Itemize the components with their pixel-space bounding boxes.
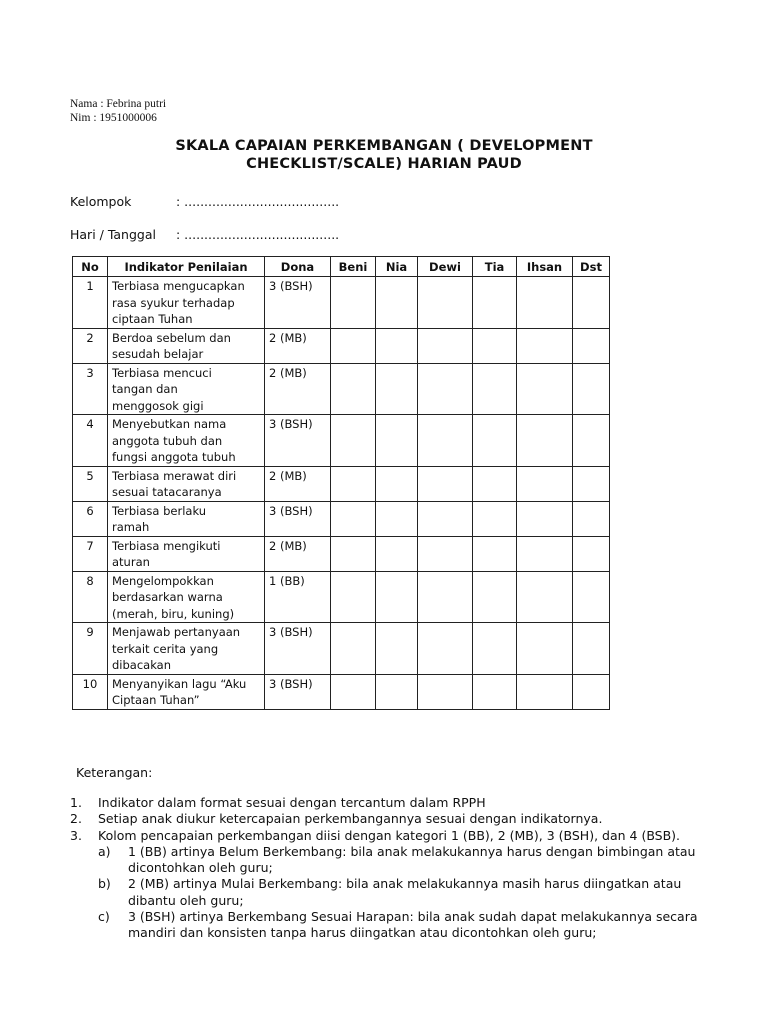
- row-tia-cell[interactable]: [473, 328, 517, 363]
- row-nia-cell[interactable]: [376, 571, 418, 623]
- hari-tanggal-field: [70, 227, 339, 242]
- header-ihsan: Ihsan: [517, 257, 573, 277]
- indikator-line: (merah, biru, kuning): [112, 606, 235, 621]
- row-beni-cell[interactable]: [331, 571, 376, 623]
- table-header-row: [73, 257, 610, 277]
- row-dewi-cell[interactable]: [418, 363, 473, 415]
- row-dst-cell[interactable]: [573, 501, 610, 536]
- sub-list-item: [98, 844, 710, 877]
- row-dewi-cell[interactable]: [418, 571, 473, 623]
- indikator-line: dibacakan: [112, 658, 172, 672]
- row-indikator: [108, 571, 265, 623]
- table-row: [73, 328, 610, 363]
- table-row: [73, 501, 610, 536]
- row-ihsan-cell[interactable]: [517, 415, 573, 467]
- row-dst-cell[interactable]: [573, 328, 610, 363]
- indikator-line: Terbiasa berlaku: [112, 503, 207, 518]
- header-tia: Tia: [473, 257, 517, 277]
- row-beni-cell[interactable]: [331, 466, 376, 501]
- list-item: [70, 795, 710, 811]
- checklist-table: [72, 256, 610, 710]
- header-dst: Dst: [573, 257, 610, 277]
- sub-list-text: 3 (BSH) artinya Berkembang Sesuai Harapan: bila anak sudah dapat melakukannya secara mandiri dan konsisten tanpa harus diingatkan atau dicontohkan oleh guru;: [128, 909, 698, 941]
- student-name: Nama : Febrina putri: [70, 98, 167, 110]
- row-tia-cell[interactable]: [473, 674, 517, 709]
- row-dewi-cell[interactable]: [418, 536, 473, 571]
- row-ihsan-cell[interactable]: [517, 674, 573, 709]
- indikator-line: ciptaan Tuhan: [112, 312, 193, 326]
- row-tia-cell[interactable]: [473, 571, 517, 623]
- row-indikator: [108, 623, 265, 675]
- row-dst-cell[interactable]: [573, 623, 610, 675]
- row-dst-cell[interactable]: [573, 466, 610, 501]
- row-beni-cell[interactable]: [331, 328, 376, 363]
- sub-list-label: a): [98, 843, 111, 859]
- indikator-line: terkait cerita yang: [112, 641, 219, 656]
- row-ihsan-cell[interactable]: [517, 623, 573, 675]
- row-indikator: [108, 277, 265, 329]
- row-tia-cell[interactable]: [473, 501, 517, 536]
- row-dewi-cell[interactable]: [418, 674, 473, 709]
- student-info: [70, 97, 166, 125]
- list-item-number: 3.: [70, 827, 82, 843]
- list-item: [70, 828, 710, 942]
- indikator-line: Ciptaan Tuhan”: [112, 693, 200, 707]
- sub-list-label: c): [98, 909, 110, 925]
- row-dewi-cell[interactable]: [418, 277, 473, 329]
- keterangan-title: Keterangan:: [76, 765, 153, 780]
- indikator-line: Terbiasa merawat diri: [112, 468, 237, 483]
- row-ihsan-cell[interactable]: [517, 466, 573, 501]
- header-dona: Dona: [265, 257, 331, 277]
- row-dona-score: 2 (MB): [265, 466, 331, 501]
- student-nim: Nim : 1951000006: [70, 112, 157, 124]
- table-row: [73, 571, 610, 623]
- sub-list-item: [98, 876, 710, 909]
- row-dewi-cell[interactable]: [418, 415, 473, 467]
- row-nia-cell[interactable]: [376, 415, 418, 467]
- document-title: [0, 137, 768, 173]
- keterangan-list: [70, 795, 710, 942]
- row-indikator: [108, 501, 265, 536]
- row-indikator: [108, 466, 265, 501]
- row-tia-cell[interactable]: [473, 363, 517, 415]
- indikator-line: Menyebutkan nama: [112, 417, 227, 431]
- header-indikator: Indikator Penilaian: [108, 257, 265, 277]
- sub-list-label: b): [98, 876, 111, 892]
- row-no: 8: [73, 571, 108, 623]
- indikator-line: sesudah belajar: [112, 347, 204, 361]
- table-row: [73, 277, 610, 329]
- sub-list-text: 2 (MB) artinya Mulai Berkembang: bila anak melakukannya masih harus diingatkan atau dibantu oleh guru;: [128, 876, 682, 908]
- row-dst-cell[interactable]: [573, 571, 610, 623]
- row-beni-cell[interactable]: [331, 501, 376, 536]
- row-dst-cell[interactable]: [573, 536, 610, 571]
- row-ihsan-cell[interactable]: [517, 501, 573, 536]
- row-nia-cell[interactable]: [376, 536, 418, 571]
- row-no: 7: [73, 536, 108, 571]
- row-dona-score: 3 (BSH): [265, 415, 331, 467]
- indikator-line: Menjawab pertanyaan: [112, 625, 241, 639]
- indikator-line: aturan: [112, 555, 150, 569]
- row-dewi-cell[interactable]: [418, 328, 473, 363]
- row-indikator: [108, 674, 265, 709]
- row-beni-cell[interactable]: [331, 277, 376, 329]
- list-item-text: Kolom pencapaian perkembangan diisi dengan kategori 1 (BB), 2 (MB), 3 (BSH), dan 4 (BSB).: [98, 827, 681, 843]
- row-dst-cell[interactable]: [573, 363, 610, 415]
- row-no: 2: [73, 328, 108, 363]
- row-beni-cell[interactable]: [331, 363, 376, 415]
- row-nia-cell[interactable]: [376, 277, 418, 329]
- indikator-line: fungsi anggota tubuh: [112, 450, 236, 464]
- row-beni-cell[interactable]: [331, 674, 376, 709]
- title-line-2: CHECKLIST/SCALE) HARIAN PAUD: [246, 156, 522, 172]
- row-tia-cell[interactable]: [473, 623, 517, 675]
- indikator-line: Terbiasa mencuci: [112, 365, 212, 380]
- indikator-line: menggosok gigi: [112, 398, 204, 413]
- row-no: 4: [73, 415, 108, 467]
- list-item-text: Setiap anak diukur ketercapaian perkembangannya sesuai dengan indikatornya.: [98, 811, 603, 827]
- row-nia-cell[interactable]: [376, 466, 418, 501]
- header-nia: Nia: [376, 257, 418, 277]
- row-dewi-cell[interactable]: [418, 466, 473, 501]
- row-ihsan-cell[interactable]: [517, 328, 573, 363]
- row-dewi-cell[interactable]: [418, 623, 473, 675]
- row-tia-cell[interactable]: [473, 466, 517, 501]
- kelompok-field: [70, 194, 339, 209]
- sub-list-text: 1 (BB) artinya Belum Berkembang: bila anak melakukannya harus dengan bimbingan atau dicontohkan oleh guru;: [128, 843, 696, 876]
- row-dst-cell[interactable]: [573, 674, 610, 709]
- row-indikator: [108, 328, 265, 363]
- table-row: [73, 623, 610, 675]
- table-row: [73, 363, 610, 415]
- list-item: [70, 811, 710, 827]
- row-no: 10: [73, 674, 108, 709]
- row-tia-cell[interactable]: [473, 277, 517, 329]
- row-dst-cell[interactable]: [573, 277, 610, 329]
- row-indikator: [108, 363, 265, 415]
- row-ihsan-cell[interactable]: [517, 363, 573, 415]
- list-item-number: 1.: [70, 795, 82, 810]
- row-ihsan-cell[interactable]: [517, 536, 573, 571]
- indikator-line: sesuai tatacaranya: [112, 485, 222, 499]
- row-indikator: [108, 536, 265, 571]
- indikator-line: Mengelompokkan: [112, 573, 214, 588]
- row-ihsan-cell[interactable]: [517, 571, 573, 623]
- row-no: 9: [73, 623, 108, 675]
- table-row: [73, 536, 610, 571]
- row-ihsan-cell[interactable]: [517, 277, 573, 329]
- row-dona-score: 3 (BSH): [265, 501, 331, 536]
- row-no: 1: [73, 277, 108, 329]
- sub-list-item: [98, 909, 710, 942]
- header-no: No: [73, 257, 108, 277]
- header-beni: Beni: [331, 257, 376, 277]
- indikator-line: Menyanyikan lagu “Aku: [112, 676, 247, 691]
- row-dona-score: 3 (BSH): [265, 277, 331, 329]
- row-dona-score: 2 (MB): [265, 328, 331, 363]
- row-dewi-cell[interactable]: [418, 501, 473, 536]
- table-row: [73, 674, 610, 709]
- hari-tanggal-value: : .......................................: [176, 227, 340, 242]
- indikator-line: anggota tubuh dan: [112, 433, 223, 448]
- title-line-1: SKALA CAPAIAN PERKEMBANGAN ( DEVELOPMENT: [175, 138, 593, 154]
- row-beni-cell[interactable]: [331, 536, 376, 571]
- indikator-line: Terbiasa mengucapkan: [112, 279, 245, 293]
- row-no: 5: [73, 466, 108, 501]
- indikator-line: Terbiasa mengikuti: [112, 538, 221, 553]
- row-indikator: [108, 415, 265, 467]
- row-no: 3: [73, 363, 108, 415]
- row-tia-cell[interactable]: [473, 536, 517, 571]
- row-dona-score: 2 (MB): [265, 536, 331, 571]
- header-dewi: Dewi: [418, 257, 473, 277]
- row-dst-cell[interactable]: [573, 415, 610, 467]
- row-nia-cell[interactable]: [376, 674, 418, 709]
- indikator-line: tangan dan: [112, 382, 178, 396]
- indikator-line: ramah: [112, 520, 150, 534]
- indikator-line: berdasarkan warna: [112, 590, 223, 604]
- row-dona-score: 3 (BSH): [265, 623, 331, 675]
- list-item-text: Indikator dalam format sesuai dengan tercantum dalam RPPH: [98, 795, 486, 810]
- row-tia-cell[interactable]: [473, 415, 517, 467]
- row-beni-cell[interactable]: [331, 415, 376, 467]
- hari-tanggal-label: Hari / Tanggal: [70, 227, 156, 242]
- table-row: [73, 415, 610, 467]
- row-nia-cell[interactable]: [376, 363, 418, 415]
- indikator-line: Berdoa sebelum dan: [112, 330, 231, 345]
- list-item-number: 2.: [70, 811, 82, 827]
- row-nia-cell[interactable]: [376, 623, 418, 675]
- kelompok-value: : .......................................: [176, 194, 340, 209]
- row-nia-cell[interactable]: [376, 328, 418, 363]
- kelompok-label: Kelompok: [70, 194, 132, 209]
- row-dona-score: 3 (BSH): [265, 674, 331, 709]
- row-no: 6: [73, 501, 108, 536]
- indikator-line: rasa syukur terhadap: [112, 295, 235, 310]
- row-beni-cell[interactable]: [331, 623, 376, 675]
- row-nia-cell[interactable]: [376, 501, 418, 536]
- table-row: [73, 466, 610, 501]
- row-dona-score: 1 (BB): [265, 571, 331, 623]
- row-dona-score: 2 (MB): [265, 363, 331, 415]
